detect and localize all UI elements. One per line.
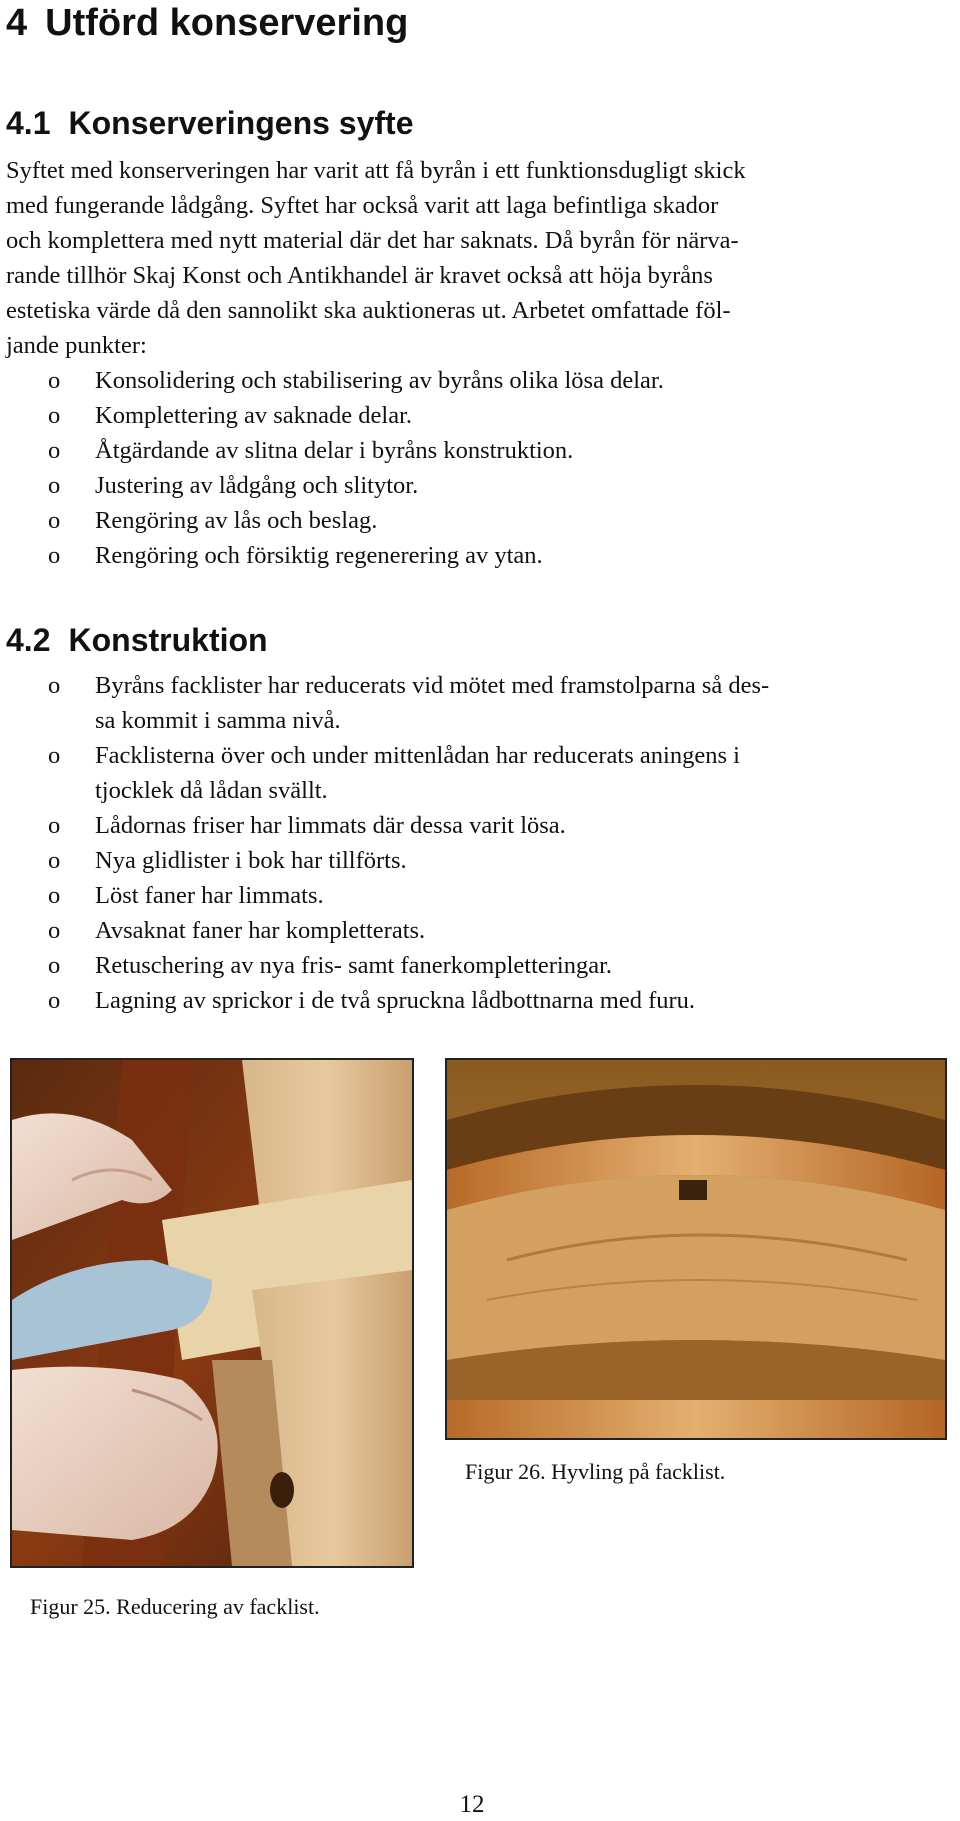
list-item	[0, 843, 769, 878]
bullet-marker: o	[48, 542, 61, 569]
bullet-marker: o	[48, 917, 61, 944]
list-item	[0, 398, 664, 433]
list-item	[0, 468, 664, 503]
bullet-marker: o	[48, 507, 61, 534]
paragraph-line: rande tillhör Skaj Konst och Antikhandel är kravet också att höja byråns	[6, 262, 713, 289]
paragraph-line: jande punkter:	[6, 332, 147, 359]
section-title: Konserveringens syfte	[68, 105, 414, 141]
list-item	[0, 738, 769, 808]
list-item	[0, 808, 769, 843]
figure-26-caption: Figur 26. Hyvling på facklist.	[465, 1459, 726, 1484]
page-number: 12	[459, 1791, 485, 1818]
chapter-heading	[6, 0, 408, 46]
list-item-text: Åtgärdande av slitna delar i byråns konstruktion.	[95, 437, 574, 464]
bullet-marker: o	[48, 672, 61, 699]
list-item-text: tjocklek då lådan svällt.	[95, 777, 328, 804]
list-item	[0, 363, 664, 398]
paragraph-line: med fungerande lådgång. Syftet har också varit att laga befintliga skador	[6, 192, 719, 219]
list-item	[0, 948, 769, 983]
section-heading-4-2	[6, 620, 268, 660]
bullet-marker: o	[48, 812, 61, 839]
list-item-text: Komplettering av saknade delar.	[95, 402, 413, 429]
list-item-text: Retuschering av nya fris- samt fanerkompletteringar.	[95, 952, 613, 979]
figure-25-photo	[10, 1058, 414, 1568]
construction-bullet-list	[0, 668, 769, 1018]
list-item-text: Facklisterna över och under mittenlådan har reducerats aningens i	[95, 742, 740, 769]
bullet-marker: o	[48, 847, 61, 874]
list-item-text: Justering av lådgång och slitytor.	[95, 472, 419, 499]
bullet-marker: o	[48, 952, 61, 979]
list-item	[0, 668, 769, 738]
list-item	[0, 913, 769, 948]
list-item	[0, 878, 769, 913]
purpose-bullet-list	[0, 363, 664, 573]
bullet-marker: o	[48, 987, 61, 1014]
bullet-marker: o	[48, 742, 61, 769]
list-item	[0, 983, 769, 1018]
figure-25-caption: Figur 25. Reducering av facklist.	[30, 1594, 320, 1619]
list-item-text: Avsaknat faner har kompletterats.	[95, 917, 426, 944]
list-item-text: Lådornas friser har limmats där dessa varit lösa.	[95, 812, 566, 839]
list-item-text: Rengöring och försiktig regenerering av ytan.	[95, 542, 543, 569]
purpose-paragraph	[6, 153, 926, 363]
paragraph-line: och komplettera med nytt material där det har saknats. Då byrån för närva-	[6, 227, 739, 254]
bullet-marker: o	[48, 882, 61, 909]
chapter-number: 4	[6, 2, 28, 44]
list-item-text: Lagning av sprickor i de två spruckna lådbottnarna med furu.	[95, 987, 696, 1014]
list-item-text: Nya glidlister i bok har tillförts.	[95, 847, 407, 874]
bullet-marker: o	[48, 402, 61, 429]
list-item	[0, 433, 664, 468]
list-item-text: Löst faner har limmats.	[95, 882, 324, 909]
section-number: 4.2	[6, 622, 51, 658]
list-item	[0, 538, 664, 573]
section-heading-4-1	[6, 103, 414, 143]
paragraph-line: estetiska värde då den sannolikt ska auktioneras ut. Arbetet omfattade föl-	[6, 297, 731, 324]
list-item	[0, 503, 664, 538]
bullet-marker: o	[48, 367, 61, 394]
list-item-text: Byråns facklister har reducerats vid mötet med framstolparna så des-	[95, 672, 770, 699]
chapter-title: Utförd konservering	[45, 2, 409, 44]
list-item-text: Rengöring av lås och beslag.	[95, 507, 378, 534]
bullet-marker: o	[48, 472, 61, 499]
list-item-text: Konsolidering och stabilisering av byråns olika lösa delar.	[95, 367, 664, 394]
section-number: 4.1	[6, 105, 51, 141]
list-item-text: sa kommit i samma nivå.	[95, 707, 341, 734]
figure-26-photo	[445, 1058, 947, 1440]
bullet-marker: o	[48, 437, 61, 464]
section-title: Konstruktion	[68, 622, 268, 658]
paragraph-line: Syftet med konserveringen har varit att få byrån i ett funktionsdugligt skick	[6, 157, 746, 184]
